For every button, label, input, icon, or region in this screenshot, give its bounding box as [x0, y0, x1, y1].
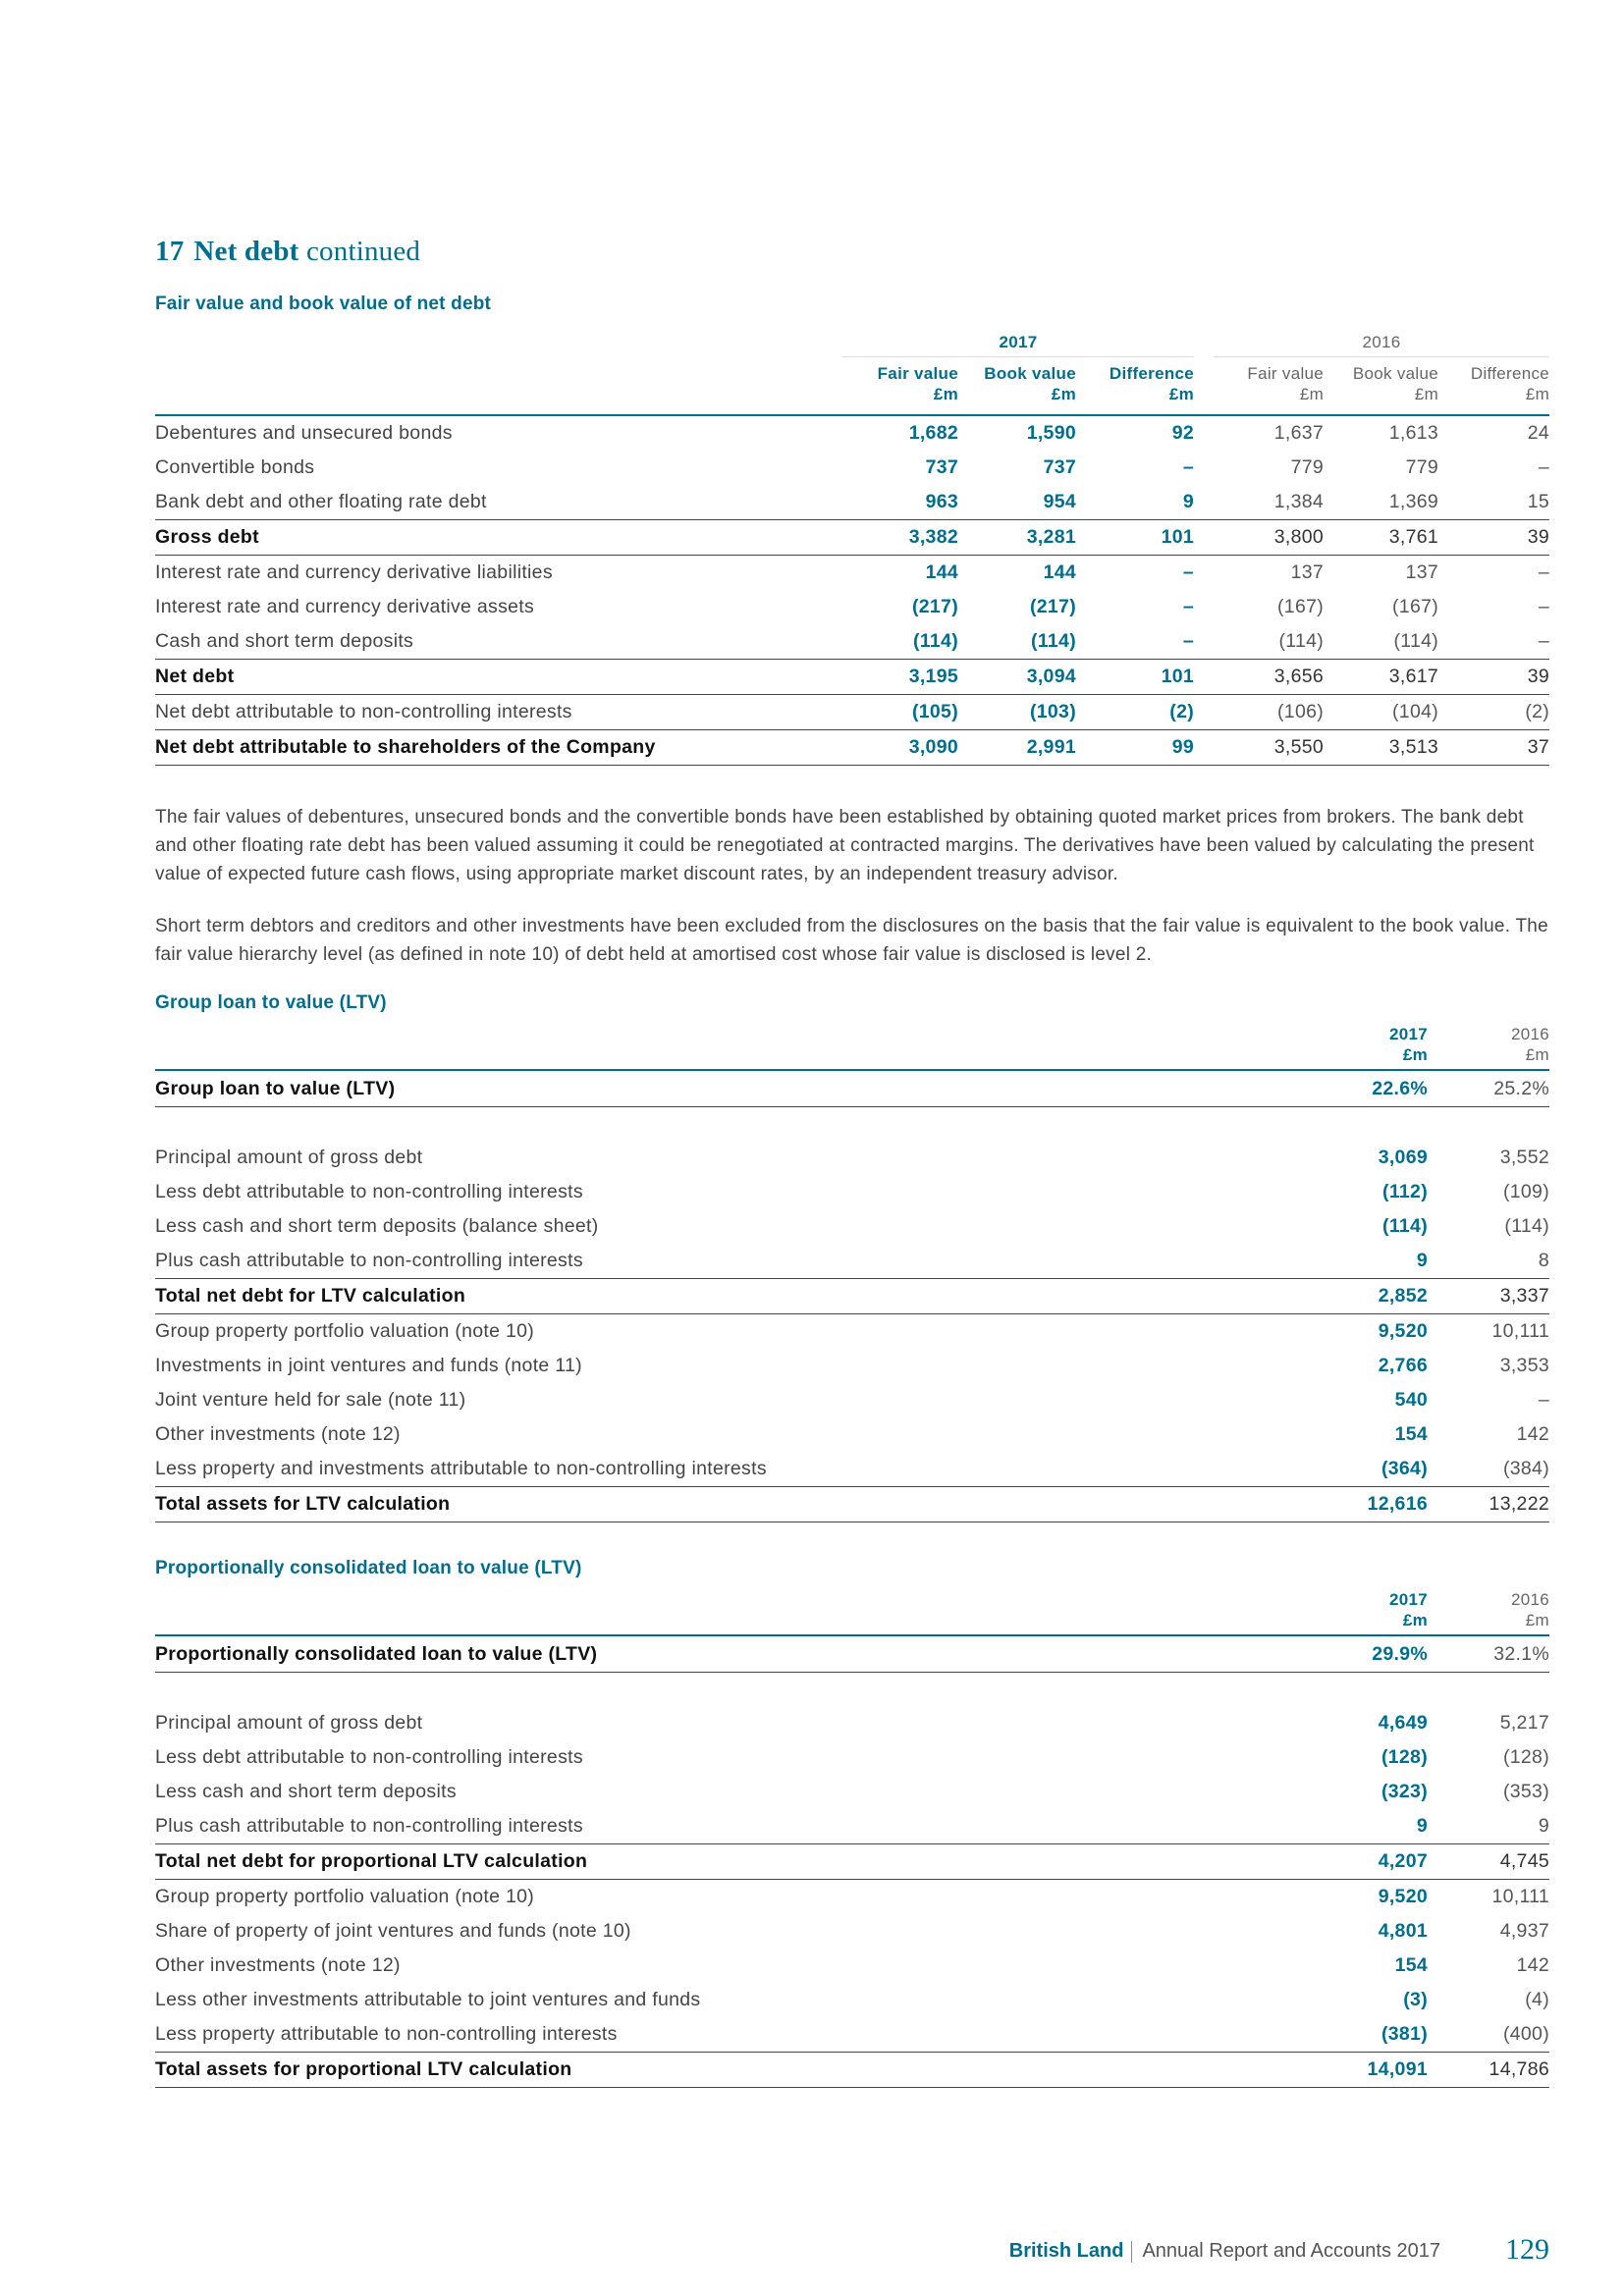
total-row [155, 1844, 1549, 1880]
column-header-row [155, 357, 1549, 416]
value-2017: 963 [925, 491, 958, 512]
row-label: Investments in joint ventures and funds (note 11) [155, 1355, 582, 1376]
row-label: Less debt attributable to non-controlling interests [155, 1181, 583, 1202]
table-row [155, 2017, 1549, 2053]
spacer-cell [155, 1673, 1306, 1707]
table-row [155, 1383, 1549, 1417]
net-debt-table-body [155, 415, 1549, 766]
value-2017: 29.9% [1306, 1635, 1428, 1673]
page-content [155, 236, 1549, 2088]
net-debt-table [155, 321, 1549, 766]
row-label: Less property attributable to non-controlling interests [155, 2023, 618, 2045]
value-2016: – [1538, 561, 1550, 583]
note-paragraph: The fair values of debentures, unsecured bonds and the convertible bonds have been established by obtaining quoted market prices from brokers. The bank debt and other floating rate debt has been valued assuming it could be renegotiated at contracted margins. The derivatives have been valued by calculating the present value of expected future cash flows, using appropriate market discount rates, by an independent treasury advisor. [155, 807, 1535, 884]
column-header-row [155, 1020, 1549, 1070]
table-row [155, 1706, 1549, 1740]
table-row [155, 1949, 1549, 1983]
column-name: Difference [1470, 364, 1550, 383]
ltv-ratio-row [155, 1635, 1549, 1673]
row-label: Less debt attributable to non-controlling interests [155, 1746, 583, 1768]
value-2017: (128) [1380, 1746, 1428, 1768]
value-2017: 154 [1394, 1954, 1428, 1976]
row-label: Net debt attributable to shareholders of the Company [155, 730, 842, 766]
value-2016: 1,637 [1273, 422, 1325, 444]
value-2017: (114) [1382, 1215, 1428, 1237]
row-label: Joint venture held for sale (note 11) [155, 1389, 466, 1411]
value-2016: 9 [1538, 1815, 1549, 1837]
value-2016: (4) [1525, 1989, 1549, 2010]
value-2016: (353) [1502, 1781, 1549, 1802]
value-2016: 4,937 [1499, 1920, 1549, 1942]
row-label: Other investments (note 12) [155, 1423, 401, 1445]
row-label: Bank debt and other floating rate debt [155, 491, 487, 512]
header-spacer [155, 1020, 1306, 1070]
value-2016: 25.2% [1428, 1070, 1549, 1107]
row-label: Less other investments attributable to joint ventures and funds [155, 1989, 701, 2010]
column-unit: £m [1525, 385, 1550, 403]
row-label: Proportionally consolidated loan to value (LTV) [155, 1635, 1306, 1673]
value-2017: (112) [1382, 1181, 1428, 1202]
value-2017: 737 [925, 456, 958, 478]
row-label: Convertible bonds [155, 456, 315, 478]
cell-gap [1194, 624, 1214, 660]
value-2017: (114) [1031, 630, 1076, 652]
value-2016: (114) [1504, 1215, 1549, 1237]
value-2016: 13,222 [1428, 1487, 1549, 1522]
value-2016: 8 [1538, 1250, 1549, 1271]
column-year: 2017 [1388, 1025, 1428, 1043]
table-row [155, 451, 1549, 485]
value-2017: 737 [1043, 456, 1076, 478]
row-label: Plus cash attributable to non-controlling interests [155, 1250, 583, 1271]
column-unit: £m [1525, 1611, 1549, 1629]
year-group-row [155, 321, 1549, 357]
value-2017: (323) [1380, 1781, 1428, 1802]
cell-gap [1194, 451, 1214, 485]
section-name: Net debt [193, 236, 299, 267]
net-debt-table-heading: Fair value and book value of net debt [155, 294, 492, 314]
column-name: Book value [984, 364, 1076, 383]
spacer-cell [1306, 1107, 1428, 1142]
value-2016: 779 [1405, 456, 1439, 478]
value-2016: – [1538, 596, 1550, 617]
group-2017: 2017 [842, 321, 1194, 357]
table-row [155, 415, 1549, 451]
column-year: 2016 [1510, 1590, 1549, 1609]
row-label: Total net debt for LTV calculation [155, 1279, 1306, 1314]
value-2016: (128) [1502, 1746, 1549, 1768]
value-2016: 3,617 [1324, 660, 1438, 695]
value-2017: 99 [1076, 730, 1194, 766]
cell-gap [1194, 485, 1214, 520]
value-2017: 14,091 [1306, 2053, 1428, 2088]
footer-report-title: Annual Report and Accounts 2017 [1142, 2240, 1440, 2262]
page-footer [1009, 2233, 1549, 2267]
value-2017: 101 [1076, 520, 1194, 556]
total-row [155, 730, 1549, 766]
column-header [1438, 357, 1549, 416]
total-row [155, 660, 1549, 695]
table-row [155, 1209, 1549, 1244]
value-2016: (114) [1278, 630, 1325, 652]
table-row [155, 556, 1549, 591]
column-header [1428, 1585, 1549, 1635]
proportional-ltv-heading: Proportionally consolidated loan to value (LTV) [155, 1558, 582, 1578]
value-2017: 540 [1394, 1389, 1428, 1411]
table-row [155, 1983, 1549, 2017]
value-2016: 3,800 [1214, 520, 1324, 556]
value-2016: 1,384 [1273, 491, 1325, 512]
value-2016: 3,552 [1499, 1147, 1549, 1168]
value-2017: 3,382 [842, 520, 958, 556]
value-2017: 1,682 [908, 422, 958, 444]
spacer-cell [1306, 1673, 1428, 1707]
footer-divider [1131, 2241, 1132, 2263]
table-row [155, 1417, 1549, 1452]
column-unit: £m [1414, 385, 1439, 403]
value-2016: (167) [1277, 596, 1325, 617]
row-label: Total assets for LTV calculation [155, 1487, 1306, 1522]
value-2017: 4,207 [1306, 1844, 1428, 1880]
column-unit: £m [1402, 1045, 1428, 1064]
value-2017: (3) [1403, 1989, 1428, 2010]
column-header [1428, 1020, 1549, 1070]
value-2016: (114) [1393, 630, 1439, 652]
footer-brand: British Land [1008, 2240, 1124, 2262]
table-row [155, 695, 1549, 730]
value-2017: 954 [1043, 491, 1076, 512]
value-2017: – [1182, 630, 1195, 652]
column-unit: £m [1299, 385, 1325, 403]
table-row [155, 1880, 1549, 1915]
spacer-cell [1428, 1673, 1549, 1707]
column-unit: £m [1051, 385, 1076, 403]
group-ltv-heading: Group loan to value (LTV) [155, 992, 387, 1013]
row-label: Total assets for proportional LTV calculation [155, 2053, 1306, 2088]
row-label: Principal amount of gross debt [155, 1712, 423, 1734]
value-2016: 142 [1516, 1423, 1549, 1445]
ltv-ratio-row [155, 1070, 1549, 1107]
column-name: Book value [1352, 364, 1439, 383]
value-2017: (381) [1380, 2023, 1428, 2045]
column-name: Fair value [877, 364, 958, 383]
value-2017: 3,069 [1378, 1147, 1428, 1168]
value-2016: (104) [1392, 701, 1439, 722]
column-header [1214, 357, 1324, 416]
value-2017: 9 [1416, 1815, 1428, 1837]
value-2017: 9 [1182, 491, 1195, 512]
table-row [155, 1314, 1549, 1350]
row-label: Group property portfolio valuation (note 10) [155, 1886, 535, 1907]
value-2016: 32.1% [1428, 1635, 1549, 1673]
spacer-cell [1428, 1107, 1549, 1142]
value-2017: 2,766 [1378, 1355, 1428, 1376]
value-2017: 3,094 [958, 660, 1076, 695]
value-2016: (384) [1502, 1458, 1549, 1479]
value-2017: (217) [1029, 596, 1076, 617]
row-label: Principal amount of gross debt [155, 1147, 423, 1168]
row-label: Cash and short term deposits [155, 630, 414, 652]
row-label: Group property portfolio valuation (note 10) [155, 1320, 535, 1342]
column-header [1324, 357, 1438, 416]
value-2016: 39 [1438, 660, 1549, 695]
value-2016: 4,745 [1428, 1844, 1549, 1880]
cell-gap [1194, 590, 1214, 624]
value-2016: (109) [1502, 1181, 1549, 1202]
table-row [155, 624, 1549, 660]
value-2017: (2) [1169, 701, 1195, 722]
section-number: 17 [155, 236, 185, 267]
column-unit: £m [1525, 1045, 1549, 1064]
value-2016: 10,111 [1491, 1320, 1549, 1342]
value-2017: 9,520 [1378, 1320, 1428, 1342]
value-2016: 15 [1527, 491, 1550, 512]
cell-gap [1194, 520, 1214, 556]
row-label: Net debt [155, 660, 842, 695]
page-number: 129 [1505, 2233, 1549, 2266]
value-2017: – [1182, 561, 1195, 583]
notes [155, 803, 1549, 969]
value-2016: 3,761 [1324, 520, 1438, 556]
value-2017: 4,649 [1378, 1712, 1428, 1734]
table-row [155, 1740, 1549, 1775]
value-2016: 10,111 [1491, 1886, 1549, 1907]
value-2017: 9,520 [1378, 1886, 1428, 1907]
total-row [155, 2053, 1549, 2088]
table-row [155, 1349, 1549, 1383]
table-row [155, 590, 1549, 624]
note-paragraph: Short term debtors and creditors and other investments have been excluded from the disclosures on the basis that the fair value is equivalent to the book value. The fair value hierarchy level (as defined in note 10) of debt held at amortised cost whose fair value is disclosed is level 2. [155, 916, 1548, 965]
group-2016: 2016 [1214, 321, 1549, 357]
value-2017: 4,801 [1378, 1920, 1428, 1942]
total-row [155, 520, 1549, 556]
spacer-row [155, 1107, 1549, 1142]
column-name: Fair value [1247, 364, 1325, 383]
row-label: Debentures and unsecured bonds [155, 422, 453, 444]
column-header [842, 357, 958, 416]
row-label: Other investments (note 12) [155, 1954, 401, 1976]
cell-gap [1194, 695, 1214, 730]
cell-gap [1194, 730, 1214, 766]
table-row [155, 1175, 1549, 1209]
table-row [155, 1809, 1549, 1844]
column-header [1306, 1020, 1428, 1070]
value-2017: 22.6% [1306, 1070, 1428, 1107]
value-2016: 14,786 [1428, 2053, 1549, 2088]
value-2016: 142 [1516, 1954, 1549, 1976]
value-2016: 5,217 [1499, 1712, 1549, 1734]
value-2017: (114) [913, 630, 958, 652]
value-2017: 101 [1076, 660, 1194, 695]
column-unit: £m [1168, 385, 1195, 403]
value-2017: (217) [911, 596, 958, 617]
spacer-row [155, 1673, 1549, 1707]
table-row [155, 1914, 1549, 1949]
value-2016: 3,550 [1214, 730, 1324, 766]
value-2016: – [1538, 456, 1550, 478]
group-ltv-table [155, 1020, 1549, 1522]
column-unit: £m [933, 385, 958, 403]
value-2016: (106) [1277, 701, 1325, 722]
value-2017: 3,281 [958, 520, 1076, 556]
cell-gap [1194, 660, 1214, 695]
value-2016: 3,337 [1428, 1279, 1549, 1314]
cell-gap [1194, 556, 1214, 591]
proportional-ltv-table [155, 1585, 1549, 2088]
value-2017: – [1182, 456, 1195, 478]
value-2016: 137 [1290, 561, 1325, 583]
row-label: Interest rate and currency derivative assets [155, 596, 535, 617]
value-2016: 39 [1438, 520, 1549, 556]
total-row [155, 1279, 1549, 1314]
row-label: Net debt attributable to non-controlling interests [155, 701, 572, 722]
row-label: Total net debt for proportional LTV calculation [155, 1844, 1306, 1880]
value-2016: – [1538, 630, 1550, 652]
table-row [155, 485, 1549, 520]
row-label: Share of property of joint ventures and funds (note 10) [155, 1920, 631, 1942]
value-2017: 3,090 [842, 730, 958, 766]
value-2017: 92 [1171, 422, 1195, 444]
value-2017: – [1182, 596, 1195, 617]
value-2016: 3,353 [1499, 1355, 1549, 1376]
column-header [958, 357, 1076, 416]
table-row [155, 1452, 1549, 1487]
value-2016: – [1538, 1389, 1549, 1411]
value-2016: 779 [1290, 456, 1325, 478]
total-row [155, 1487, 1549, 1522]
value-2016: 3,656 [1214, 660, 1324, 695]
row-label: Gross debt [155, 520, 842, 556]
column-name: Difference [1109, 364, 1195, 383]
table-row [155, 1244, 1549, 1279]
row-label: Plus cash attributable to non-controlling interests [155, 1815, 583, 1837]
value-2017: 154 [1394, 1423, 1428, 1445]
value-2017: 3,195 [842, 660, 958, 695]
value-2017: (105) [911, 701, 958, 722]
value-2016: (400) [1502, 2023, 1549, 2045]
value-2017: (103) [1029, 701, 1076, 722]
cell-gap [1194, 415, 1214, 451]
value-2016: 137 [1405, 561, 1439, 583]
value-2017: 2,852 [1306, 1279, 1428, 1314]
column-header [1306, 1585, 1428, 1635]
value-2016: 1,369 [1388, 491, 1439, 512]
spacer-cell [155, 1107, 1306, 1142]
column-year: 2016 [1510, 1025, 1549, 1043]
header-gap [1194, 357, 1214, 416]
value-2016: (167) [1392, 596, 1439, 617]
value-2016: 3,513 [1324, 730, 1438, 766]
value-2017: 144 [1043, 561, 1076, 583]
header-spacer [155, 1585, 1306, 1635]
value-2016: (2) [1525, 701, 1550, 722]
row-label: Less cash and short term deposits [155, 1781, 457, 1802]
value-2017: 9 [1416, 1250, 1428, 1271]
row-label: Less property and investments attributable to non-controlling interests [155, 1458, 767, 1479]
value-2017: (364) [1380, 1458, 1428, 1479]
column-unit: £m [1402, 1611, 1428, 1629]
column-header-row [155, 1585, 1549, 1635]
header-spacer [155, 357, 842, 416]
table-row [155, 1141, 1549, 1175]
row-label: Interest rate and currency derivative liabilities [155, 561, 553, 583]
column-header [1076, 357, 1194, 416]
value-2016: 1,613 [1388, 422, 1439, 444]
section-title [155, 236, 1549, 268]
value-2017: 2,991 [958, 730, 1076, 766]
value-2016: 37 [1438, 730, 1549, 766]
column-year: 2017 [1388, 1590, 1428, 1609]
value-2017: 12,616 [1306, 1487, 1428, 1522]
row-label: Less cash and short term deposits (balance sheet) [155, 1215, 599, 1237]
value-2016: 24 [1527, 422, 1550, 444]
section-suffix: continued [305, 236, 421, 267]
value-2017: 144 [925, 561, 958, 583]
table-row [155, 1775, 1549, 1809]
value-2017: 1,590 [1026, 422, 1076, 444]
row-label: Group loan to value (LTV) [155, 1070, 1306, 1107]
